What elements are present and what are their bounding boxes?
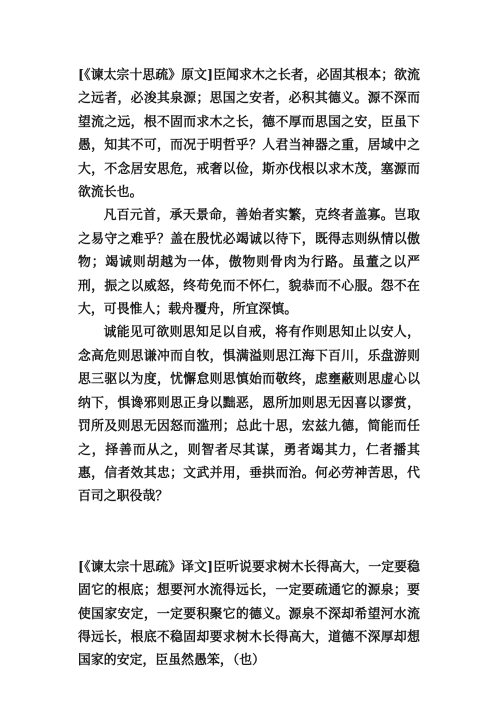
paragraph-spacer [78, 509, 420, 556]
paragraph-original-3: 诚能见可欲则思知足以自戒，将有作则思知止以安人，念高危则思谦冲而自牧，惧满溢则思江海下百川，乐盘游则思三驱以为度，忧懈怠则思慎始而敬终，虑壅蔽则思虚心以纳下，惧谗邪则思正身以黜恶，恩所加则思无因喜以谬赏，罚所及则思无因怒而滥刑；总此十思，宏兹九德，简能而任之，择善而从之，则智者尽其谋，勇者竭其力，仁者播其惠，信者效其忠；文武并用，垂拱而治。何必劳神苦思，代百司之职役哉？ [78, 325, 420, 505]
document-page [78, 64, 420, 673]
paragraph-original-1: [《谏太宗十思疏》原文]臣闻求木之长者，必固其根本；欲流之远者，必浚其泉源；思国之安者，必积其德义。源不深而望流之远，根不固而求木之长，德不厚而思国之安，臣虽下愚，知其不可，而况于明哲乎？人君当神器之重，居域中之大，不念居安思危，戒奢以俭，斯亦伐根以求木茂，塞源而欲流长也。 [78, 68, 420, 201]
paragraph-original-2: 凡百元首，承天景命，善始者实繁，克终者盖寡。岂取之易守之难乎？盖在殷忧必竭诚以待下，既得志则纵情以傲物；竭诚则胡越为一体，傲物则骨肉为行路。虽董之以严刑，振之以威怒，终苟免而不怀仁，貌恭而不心服。怨不在大，可畏惟人；载舟覆舟，所宜深慎。 [78, 208, 420, 318]
paragraph-translation-1: [《谏太宗十思疏》译文]臣听说要求树木长得高大，一定要稳固它的根底；想要河水流得远长，一定要疏通它的源泉；要使国家安定，一定要积聚它的德义。源泉不深却希望河水流得远长，根底不稳固却要求树木长得高大，道德不深厚却想国家的安定，臣虽然愚笨，（也） [78, 559, 420, 669]
